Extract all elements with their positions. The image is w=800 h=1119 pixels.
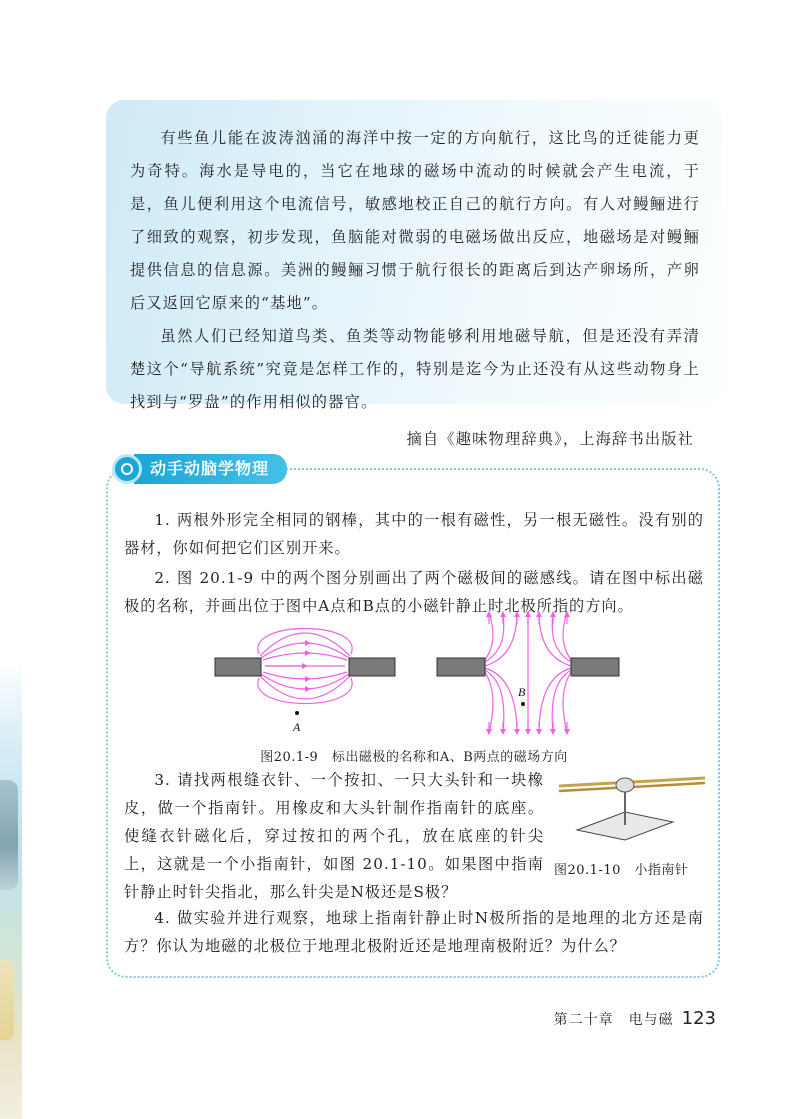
point-a-label: A: [293, 720, 301, 734]
magnet-right-1: [349, 658, 395, 676]
figure-caption-20-1-9: 图20.1-9 标出磁极的名称和A、B两点的磁场方向: [260, 750, 568, 765]
page-footer: [554, 1008, 716, 1029]
question-2: 2. 图 20.1-9 中的两个图分别画出了两个磁极间的磁感线。请在图中标出磁极的名称，并画出位于图中A点和B点的小磁针静止时北极所指的方向。: [124, 569, 704, 615]
point-b-dot: [521, 702, 525, 706]
reading-paragraph-1: 有些鱼儿能在波涛汹涌的海洋中按一定的方向航行，这比鸟的迁徙能力更为奇特。海水是导电的，当它在地球的磁场中流动的时候就会产生电流，于是，鱼儿便利用这个电流信号，敏感地校正自己的航行方向。有人对鳗鲡进行了细致的观察，初步发现，鱼脑能对微弱的电磁场做出反应，地磁场是对鳗鲡提供信息的信息源。美洲的鳗鲡习惯于航行很长的距离后到达产卵场所，产卵后又返回它原来的“基地”。: [130, 129, 700, 312]
compass-figure: [555, 772, 715, 844]
compass-snap-button: [616, 778, 634, 792]
magnet-left-2: [437, 658, 485, 676]
point-a-dot: [295, 711, 299, 715]
chapter-title: 第二十章 电与磁: [553, 1012, 674, 1028]
section-title: 动手动脑学物理: [134, 454, 287, 484]
question-4: 4. 做实验并进行观察，地球上指南针静止时N极所指的是地理的北方还是南方？你认为地磁的北极位于地理北极附近还是地理南极附近？为什么？: [124, 909, 704, 955]
reading-source: 摘自《趣味物理辞典》，上海辞书出版社: [406, 430, 694, 448]
target-icon: [112, 454, 142, 484]
magnet-left-1: [215, 658, 261, 676]
reading-box: [106, 100, 722, 448]
point-b-label: B: [518, 685, 526, 699]
question-1: 1. 两根外形完全相同的钢棒，其中的一根有磁性，另一根无磁性。没有别的器材，你如何把它们区别开来。: [124, 511, 704, 557]
figure-caption-20-1-10: 图20.1-10 小指南针: [554, 863, 689, 878]
section-header: [112, 452, 287, 486]
question-3: 3. 请找两根缝衣针、一个按扣、一只大头针和一块橡皮，做一个指南针。用橡皮和大头针制作指南针的底座。使缝衣针磁化后，穿过按扣的两个孔，放在底座的针尖上，这就是一个小指南针，如图 20.1-10。如果图中指南针静止时针尖指北，那么针尖是N极还是S极？: [124, 771, 544, 901]
page-number: 123: [681, 1008, 716, 1029]
magnet-right-2: [571, 658, 619, 676]
page-edge-decoration: [0, 660, 22, 1119]
reading-paragraph-2: 虽然人们已经知道鸟类、鱼类等动物能够利用地磁导航，但是还没有弄清楚这个“导航系统”究竟是怎样工作的，特别是迄今为止还没有从这些动物身上找到与“罗盘”的作用相似的器官。: [130, 327, 700, 411]
figure-opposite-poles: [258, 629, 352, 704]
figure-like-poles: [485, 612, 571, 734]
magnetic-field-figures: [205, 610, 625, 740]
